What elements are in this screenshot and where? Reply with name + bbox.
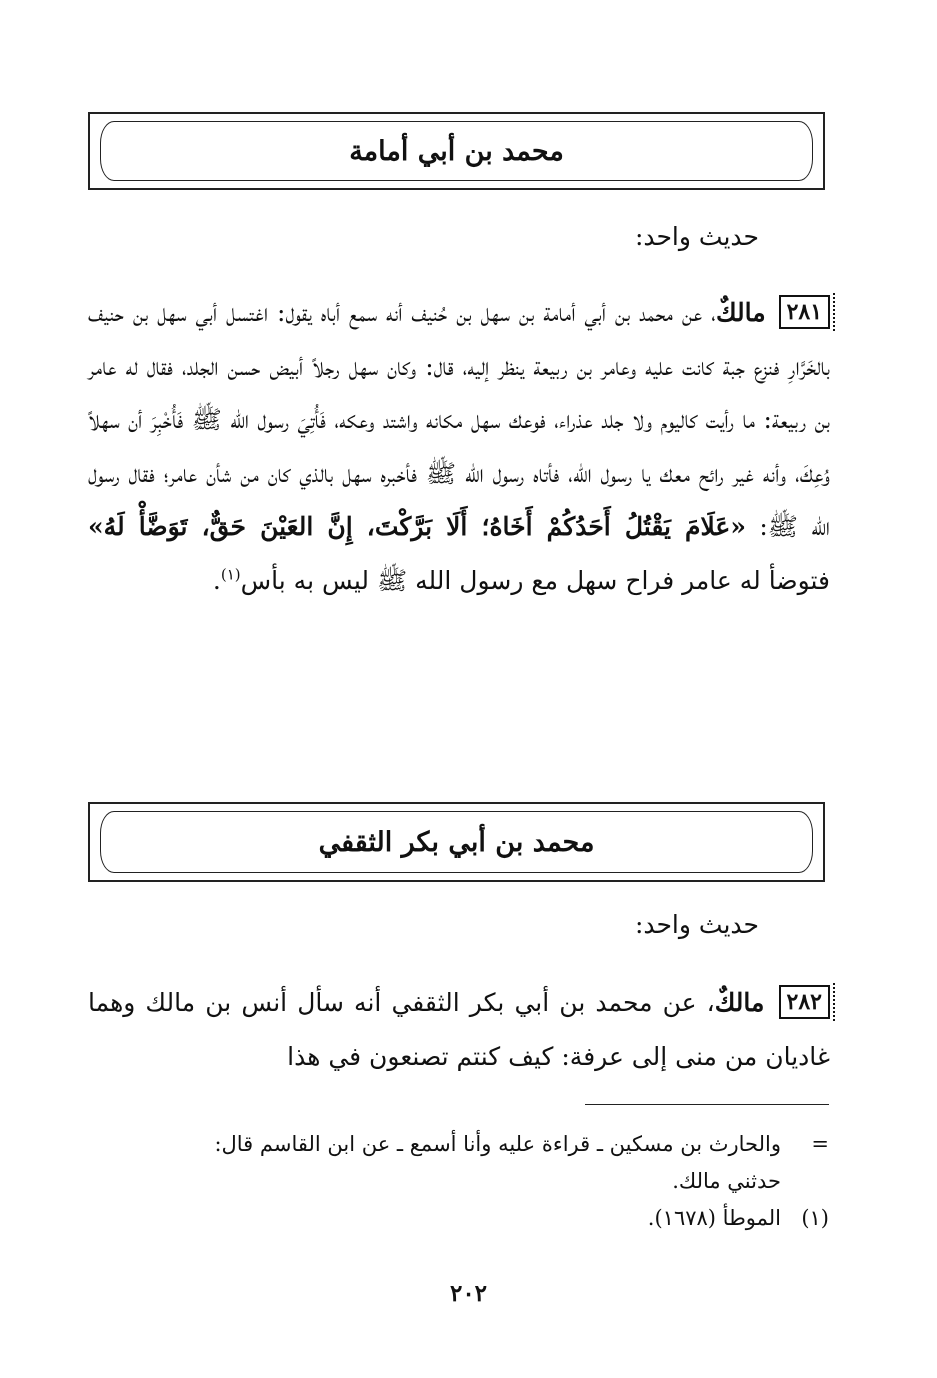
hadith-paragraph [88,286,830,607]
hadith-text: ، عن محمد بن أبي بكر الثقفي أنه سأل أنس بن مالك وهما غاديان من منى إلى عرفة: كيف كنتم تصنعون في هذا [88,988,830,1071]
section-title-frame [88,802,825,882]
hadith-author: مالكٌ [715,298,766,327]
hadith-number-box: ٢٨٢ [779,985,830,1019]
subheading: حديث واحد: [634,222,759,251]
page-number: ٢٠٢ [449,1280,488,1307]
section-title: محمد بن أبي بكر الثقفي [318,826,595,858]
footnote-text: الموطأ (١٦٧٨). [647,1206,781,1230]
hadith-paragraph [88,976,830,1083]
hadith-author: مالكٌ [714,988,765,1017]
hadith-quote: «عَلَامَ يَقْتُلُ أَحَدُكُمْ أَخَاهُ؛ أَلَا بَرَّكْتَ، إِنَّ العَيْنَ حَقٌّ، تَوَضَّأْ لَهُ» [88,512,746,541]
footnote-continuation [97,1126,829,1163]
footnote-item [97,1200,829,1237]
section-title: محمد بن أبي أمامة [349,135,564,167]
footnotes [97,1126,829,1237]
continuation-marker: = [811,1132,829,1156]
section-title-frame [88,112,825,190]
footnote-marker: (١) [801,1206,829,1230]
footnote-text: حدثني مالك. [672,1169,781,1193]
footnote-text: والحارث بن مسكين ـ قراءة عليه وأنا أسمع ـ عن ابن القاسم قال: [214,1132,781,1156]
hadith-text-end: فتوضأ له عامر فراح سهل مع رسول الله ﷺ ليس به بأس [240,565,830,595]
hadith-number-box: ٢٨١ [779,295,830,329]
subheading: حديث واحد: [634,910,759,939]
footnote-separator [585,1104,829,1105]
hadith-text: ، عن محمد بن أبي أمامة بن سهل بن حُنيف أنه سمع أباه يقول: اغتسل أبي سهل بن حنيف بالخَرَّارِ فنزع جبة كانت عليه وعامر بن ربيعة ينظر إليه، قال: وكان سهل رجلاً أبيض حسن الجلد، فقال له عامر بن ربيعة: ما رأيت كاليوم ولا جلد عذراء، فوعك سهل مكانه واشتد وعكه، فَأُتِيَ رسول الله ﷺ فَأُخْبِرَ أن سهلاً وُعِكَ، وأنه غير رائح معك يا رسول الله، فأتاه رسول الله ﷺ فأخبره سهل بالذي كان من شأن عامر؛ فقال رسول الله ﷺ: [88,298,830,541]
end-punctuation: . [212,565,221,595]
footnote-reference[interactable]: (١) [220,565,241,584]
